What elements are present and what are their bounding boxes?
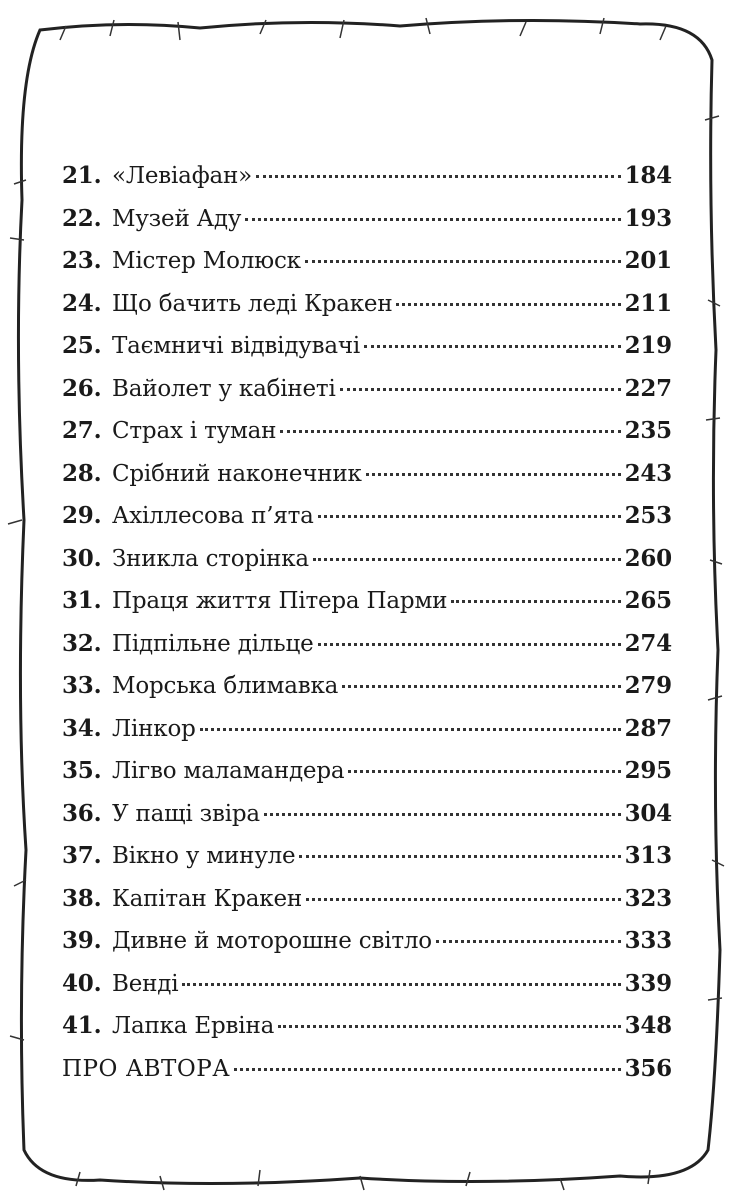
toc-entry[interactable]: [62, 970, 672, 1013]
dot-leader: [313, 558, 621, 561]
page-number: 356: [624, 1054, 672, 1082]
chapter-title: Страх і туман: [112, 418, 277, 444]
chapter-number: 31.: [62, 587, 102, 614]
chapter-title: Срібний наконечник: [112, 460, 362, 487]
chapter-number: 32.: [62, 629, 102, 657]
dot-leader: [234, 1068, 620, 1071]
dot-leader: [366, 473, 621, 476]
toc-entry[interactable]: [62, 332, 672, 375]
dot-leader: [318, 643, 621, 646]
dot-leader: [451, 600, 620, 603]
chapter-number: 41.: [62, 1012, 102, 1039]
page-number: 260: [624, 544, 672, 572]
chapter-number: 26.: [62, 374, 102, 402]
dot-leader: [436, 940, 621, 943]
page-number: 274: [624, 629, 672, 657]
chapter-number: 21.: [62, 162, 102, 189]
chapter-number: 38.: [62, 884, 102, 912]
chapter-number: 29.: [62, 502, 102, 529]
chapter-title: Капітан Кракен: [112, 885, 303, 912]
chapter-title: У пащі звіра: [112, 800, 260, 827]
chapter-number: 23.: [62, 247, 102, 274]
chapter-number: 36.: [62, 799, 102, 827]
toc-entry[interactable]: [62, 1012, 672, 1055]
chapter-number: 30.: [62, 544, 102, 572]
toc-entry[interactable]: [62, 417, 672, 460]
toc-entry[interactable]: [62, 927, 672, 970]
chapter-title: Венді: [112, 970, 179, 997]
chapter-title: Морська блимавка: [112, 673, 339, 699]
chapter-number: 24.: [62, 289, 102, 317]
chapter-title: Праця життя Пітера Парми: [112, 588, 448, 614]
dot-leader: [200, 728, 621, 731]
dot-leader: [342, 685, 620, 688]
chapter-number: 35.: [62, 757, 102, 784]
page-number: 235: [624, 417, 672, 444]
toc-entry[interactable]: [62, 800, 672, 843]
dot-leader: [364, 345, 621, 348]
chapter-number: 25.: [62, 332, 102, 359]
chapter-title: Містер Молюск: [112, 248, 301, 274]
chapter-title: Вікно у минуле: [112, 843, 296, 869]
toc-entry[interactable]: [62, 205, 672, 248]
page-number: 193: [624, 204, 672, 232]
dot-leader: [306, 898, 621, 901]
chapter-title: Дивне й моторошне світло: [112, 928, 432, 954]
page-number: 265: [624, 587, 672, 614]
toc-entry[interactable]: [62, 715, 672, 758]
chapter-title: Таємничі відвідувачі: [112, 333, 361, 359]
page-number: 304: [624, 799, 672, 827]
page-number: 313: [624, 842, 672, 869]
chapter-title: Підпільне дільце: [112, 630, 314, 657]
page-number: 287: [624, 714, 672, 742]
chapter-number: 33.: [62, 672, 102, 699]
dot-leader: [256, 175, 621, 178]
dot-leader: [264, 813, 621, 816]
dot-leader: [245, 218, 620, 221]
toc-entry[interactable]: [62, 502, 672, 545]
page-number: 333: [624, 927, 672, 954]
page-number: 348: [624, 1012, 672, 1039]
chapter-number: 28.: [62, 459, 102, 487]
page-number: 339: [624, 969, 672, 997]
toc-entry[interactable]: [62, 757, 672, 800]
toc-entry-about-author[interactable]: [62, 1055, 672, 1098]
chapter-title: Вайолет у кабінеті: [112, 375, 336, 402]
chapter-number: 27.: [62, 417, 102, 444]
page-number: 279: [624, 672, 672, 699]
page-number: 184: [624, 162, 672, 189]
dot-leader: [278, 1025, 620, 1028]
dot-leader: [396, 303, 620, 306]
chapter-title: Музей Аду: [112, 205, 242, 232]
page-number: 243: [624, 459, 672, 487]
page-number: 253: [624, 502, 672, 529]
chapter-title: «Левіафан»: [112, 163, 253, 189]
page-number: 201: [624, 247, 672, 274]
table-of-contents: [62, 162, 672, 1097]
page-number: 211: [624, 289, 672, 317]
chapter-number: 22.: [62, 204, 102, 232]
dot-leader: [340, 388, 621, 391]
chapter-number: 37.: [62, 842, 102, 869]
toc-entry[interactable]: [62, 672, 672, 715]
toc-entry[interactable]: [62, 545, 672, 588]
toc-entry[interactable]: [62, 162, 672, 205]
dot-leader: [280, 430, 620, 433]
chapter-title: Лігво маламандера: [112, 758, 345, 784]
page-number: 219: [624, 332, 672, 359]
about-author-title: ПРО АВТОРА: [62, 1055, 231, 1082]
toc-entry[interactable]: [62, 375, 672, 418]
page-number: 295: [624, 757, 672, 784]
chapter-number: 40.: [62, 969, 102, 997]
page-number: 323: [624, 884, 672, 912]
chapter-number: 39.: [62, 927, 102, 954]
dot-leader: [182, 983, 620, 986]
chapter-title: Ахіллесова п’ята: [112, 503, 314, 529]
toc-entry[interactable]: [62, 587, 672, 630]
chapter-title: Лапка Ервіна: [112, 1013, 275, 1039]
toc-entry[interactable]: [62, 247, 672, 290]
toc-entry[interactable]: [62, 885, 672, 928]
toc-entry[interactable]: [62, 842, 672, 885]
chapter-number: 34.: [62, 714, 102, 742]
dot-leader: [318, 515, 621, 518]
chapter-title: Лінкор: [112, 715, 196, 742]
dot-leader: [348, 770, 620, 773]
chapter-title: Що бачить леді Кракен: [112, 290, 393, 317]
toc-entry[interactable]: [62, 460, 672, 503]
toc-entry[interactable]: [62, 290, 672, 333]
chapter-title: Зникла сторінка: [112, 545, 309, 572]
toc-entry[interactable]: [62, 630, 672, 673]
dot-leader: [305, 260, 621, 263]
page-number: 227: [624, 374, 672, 402]
dot-leader: [299, 855, 620, 858]
